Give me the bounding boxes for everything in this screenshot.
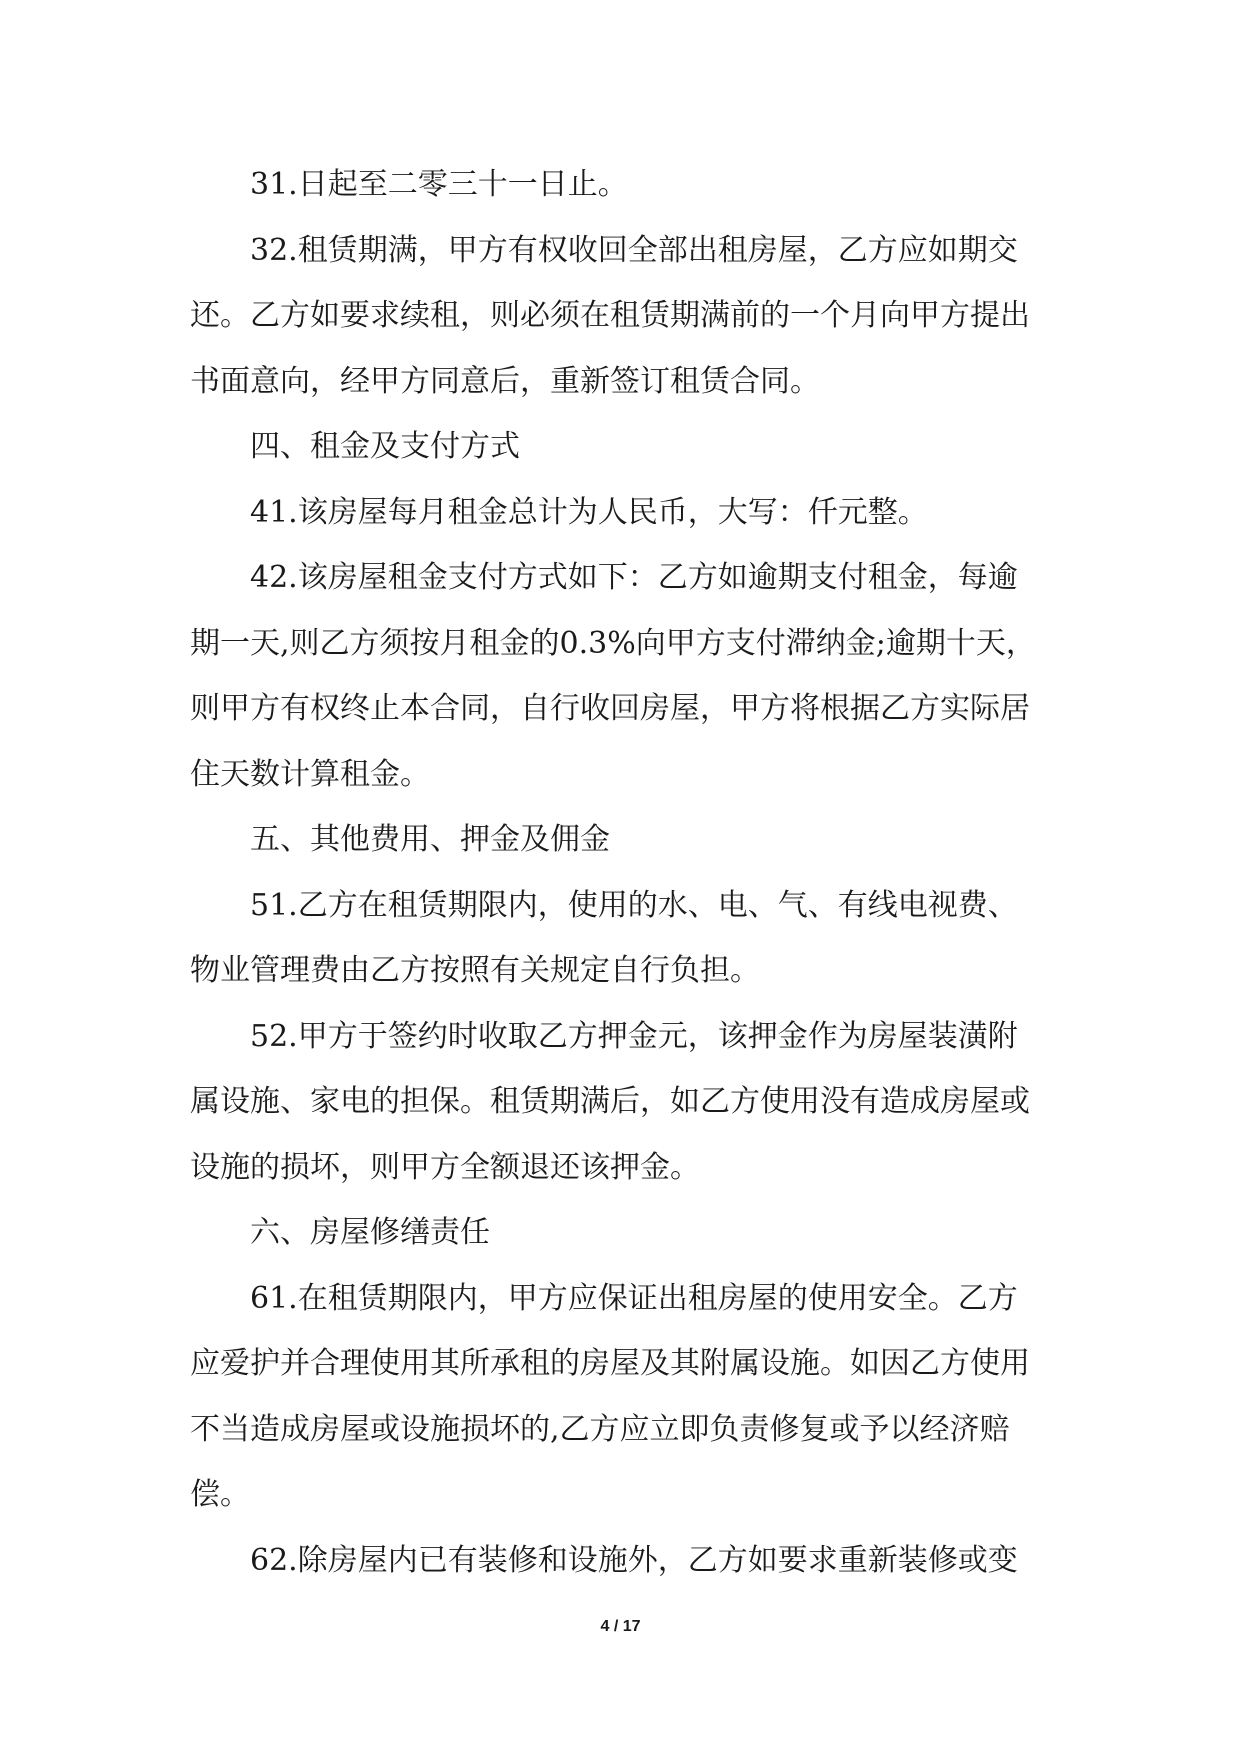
text-line: 应爱护并合理使用其所承租的房屋及其附属设施。如因乙方使用 <box>190 1346 1030 1381</box>
text-line: 还。乙方如要求续租，则必须在租赁期满前的一个月向甲方提出 <box>190 298 1030 333</box>
text-line: 住天数计算租金。 <box>190 756 430 792</box>
text-line: 42.该房屋租金支付方式如下：乙方如逾期支付租金，每逾 <box>250 560 1018 595</box>
text-line: 52.甲方于签约时收取乙方押金元，该押金作为房屋装潢附 <box>250 1018 1018 1054</box>
section-heading: 五、其他费用、押金及佣金 <box>250 822 610 857</box>
text-line: 期一天,则乙方须按月租金的0.3%向甲方支付滞纳金;逾期十天， <box>190 625 1036 661</box>
text-line: 31.日起至二零三十一日止。 <box>250 167 628 202</box>
text-line: 32.租赁期满，甲方有权收回全部出租房屋，乙方应如期交 <box>250 232 1018 268</box>
text-line: 书面意向，经甲方同意后，重新签订租赁合同。 <box>190 363 820 399</box>
text-line: 51.乙方在租赁期限内，使用的水、电、气、有线电视费、 <box>250 887 1018 923</box>
text-line: 61.在租赁期限内，甲方应保证出租房屋的使用安全。乙方 <box>250 1280 1018 1316</box>
text-line: 设施的损坏，则甲方全额退还该押金。 <box>190 1149 700 1185</box>
text-line: 62.除房屋内已有装修和设施外，乙方如要求重新装修或变 <box>250 1542 1018 1578</box>
section-heading: 六、房屋修缮责任 <box>250 1215 490 1250</box>
text-line: 偿。 <box>190 1477 250 1512</box>
page-number: 4 / 17 <box>600 1618 641 1635</box>
text-line: 属设施、家电的担保。租赁期满后，如乙方使用没有造成房屋或 <box>190 1084 1030 1119</box>
text-line: 则甲方有权终止本合同，自行收回房屋，甲方将根据乙方实际居 <box>190 691 1030 726</box>
section-heading: 四、租金及支付方式 <box>250 429 520 464</box>
document-body <box>190 152 1060 1593</box>
text-line: 物业管理费由乙方按照有关规定自行负担。 <box>190 953 760 988</box>
text-line: 41.该房屋每月租金总计为人民币，大写：仟元整。 <box>250 494 928 530</box>
text-line: 不当造成房屋或设施损坏的,乙方应立即负责修复或予以经济赔 <box>190 1411 1010 1447</box>
